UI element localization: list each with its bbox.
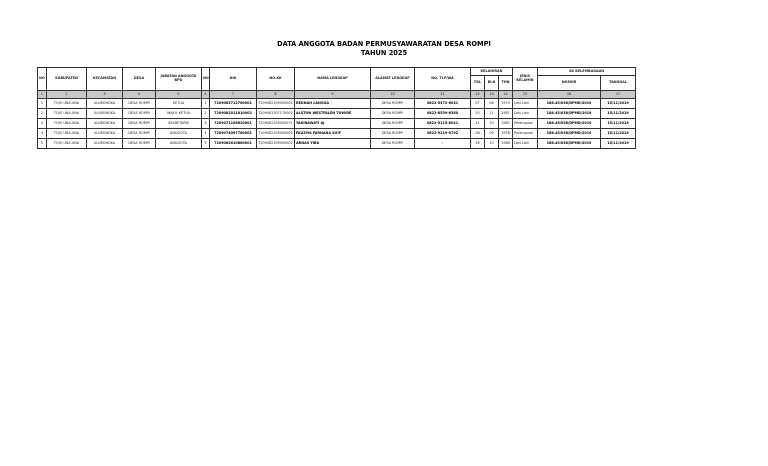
cell-thn: 1988 xyxy=(499,139,513,149)
column-index-cell: 9 xyxy=(295,91,371,99)
cell-no: 2 xyxy=(38,109,47,119)
column-index-cell: 7 xyxy=(210,91,257,99)
document-subtitle: TAHUN 2025 xyxy=(360,49,408,57)
cell-nik: 7209082610880001 xyxy=(210,139,257,149)
cell-nama-lengkap: YASINAWATI AJ xyxy=(295,119,371,129)
column-index-cell: 4 xyxy=(123,91,156,99)
header-bln: BLN xyxy=(485,76,499,91)
column-index-cell: 15 xyxy=(513,91,538,99)
cell-bln: 10 xyxy=(485,139,499,149)
cell-nik: 7209071108820001 xyxy=(210,119,257,129)
cell-desa: DESA ROMPI xyxy=(123,99,156,109)
cell-tgl: 20 xyxy=(471,109,485,119)
column-index-cell: 3 xyxy=(87,91,123,99)
header-tanggal: TANGGAL xyxy=(601,76,636,91)
cell-desa: DESA ROMPI xyxy=(123,119,156,129)
cell-desa: DESA ROMPI xyxy=(123,109,156,119)
cell-jabatan: ANGGOTA xyxy=(156,139,202,149)
cell-jabatan: ANGGOTA xyxy=(156,129,202,139)
header-sk-kelembagaan: SK KELEMBAGAAN xyxy=(538,68,636,76)
cell-kabupaten: TOJO UNA-UNA xyxy=(47,139,87,149)
cell-tgl: 11 xyxy=(471,119,485,129)
header-desa: DESA xyxy=(123,68,156,91)
header-nama-lengkap: NAMA LENGKAP xyxy=(295,68,371,91)
cell-no-telp: 0822-8539-6380 xyxy=(415,109,471,119)
cell-no-2: 1 xyxy=(202,99,210,109)
cell-no-kk: 7209082309090001 xyxy=(257,99,295,109)
cell-thn: 1981 xyxy=(499,109,513,119)
cell-jenis-kelamin: Laki-Laki xyxy=(513,109,538,119)
column-index-cell: 11 xyxy=(415,91,471,99)
header-nik: NIK xyxy=(210,68,257,91)
cell-tgl: 08 xyxy=(471,129,485,139)
cell-no: 4 xyxy=(38,129,47,139)
cell-no-telp: - xyxy=(415,139,471,149)
header-alamat-lengkap: ALAMAT LENGKAP xyxy=(371,68,415,91)
cell-sk-nomor: 188.45/038/DPMD/2019 xyxy=(538,119,601,129)
cell-nik: 7209082011810002 xyxy=(210,109,257,119)
column-index-row xyxy=(38,91,636,99)
cell-sk-tanggal: 15/11/2019 xyxy=(601,109,636,119)
header-nomor: NOMOR xyxy=(538,76,601,91)
cell-nama-lengkap: ALSTON WESTFALEN TUWIRE xyxy=(295,109,371,119)
cell-jenis-kelamin: Perempuan xyxy=(513,119,538,129)
table-row xyxy=(38,129,636,139)
column-index-cell: 14 xyxy=(499,91,513,99)
header-tgl: TGL xyxy=(471,76,485,91)
cell-sk-nomor: 188.45/038/DPMD/2019 xyxy=(538,129,601,139)
cell-sk-tanggal: 15/11/2019 xyxy=(601,129,636,139)
cell-no: 5 xyxy=(38,139,47,149)
cell-alamat-lengkap: DESA ROMPI xyxy=(371,109,415,119)
cell-sk-nomor: 188.45/038/DPMD/2019 xyxy=(538,99,601,109)
column-index-cell: 13 xyxy=(485,91,499,99)
column-index-cell: 12 xyxy=(471,91,485,99)
cell-alamat-lengkap: DESA ROMPI xyxy=(371,119,415,129)
header-no-telp: NO. TLP/WA xyxy=(415,68,471,91)
cell-no-2: 5 xyxy=(202,139,210,149)
cell-no-2: 4 xyxy=(202,129,210,139)
column-index-cell: 5 xyxy=(156,91,202,99)
document-title: DATA ANGGOTA BADAN PERMUSYAWARATAN DESA ROMPI xyxy=(277,40,491,48)
cell-kecamatan: ULUBONGKA xyxy=(87,99,123,109)
cell-alamat-lengkap: DESA ROMPI xyxy=(371,99,415,109)
cell-no-2: 3 xyxy=(202,119,210,129)
header-jenis-kelamin: JENIS KELAMIN xyxy=(513,68,538,91)
cell-jenis-kelamin: Laki-Laki xyxy=(513,99,538,109)
cell-jenis-kelamin: Perempuan xyxy=(513,129,538,139)
cell-no-2: 2 xyxy=(202,109,210,119)
cell-jabatan: WAKIL KETUA xyxy=(156,109,202,119)
column-index-cell: 16 xyxy=(538,91,601,99)
cell-no-kk: 7209081307170002 xyxy=(257,109,295,119)
cell-no: 3 xyxy=(38,119,47,129)
header-kecamatan: KECAMATAN xyxy=(87,68,123,91)
header-no-kk: NO.KK xyxy=(257,68,295,91)
cell-thn: 1982 xyxy=(499,119,513,129)
cell-kabupaten: TOJO UNA-UNA xyxy=(47,99,87,109)
table-row xyxy=(38,139,636,149)
cell-no-telp: 0822-5115-8041 xyxy=(415,119,471,129)
bpd-members-table xyxy=(37,67,636,149)
cell-desa: DESA ROMPI xyxy=(123,139,156,149)
cell-thn: 1978 xyxy=(499,129,513,139)
header-row-top xyxy=(38,68,636,76)
column-index-cell: 1 xyxy=(38,91,47,99)
cell-sk-nomor: 188.45/038/DPMD/2019 xyxy=(538,139,601,149)
cell-kecamatan: ULUBONGKA xyxy=(87,119,123,129)
cell-thn: 1970 xyxy=(499,99,513,109)
column-index-cell: 10 xyxy=(371,91,415,99)
cell-alamat-lengkap: DESA ROMPI xyxy=(371,129,415,139)
column-index-cell: 8 xyxy=(257,91,295,99)
cell-no-telp: 0822-9219-0792 xyxy=(415,129,471,139)
table-row xyxy=(38,119,636,129)
column-index-cell: 2 xyxy=(47,91,87,99)
cell-desa: DESA ROMPI xyxy=(123,129,156,139)
cell-sk-nomor: 188.45/038/DPMD/2019 xyxy=(538,109,601,119)
header-thn: THN xyxy=(499,76,513,91)
cell-jenis-kelamin: Laki-Laki xyxy=(513,139,538,149)
cell-sk-tanggal: 15/11/2019 xyxy=(601,139,636,149)
cell-jabatan: KETUA xyxy=(156,99,202,109)
cell-no-kk: 7209082309090071 xyxy=(257,119,295,129)
cell-bln: 10 xyxy=(485,119,499,129)
header-kabupaten: KABUPATEN xyxy=(47,68,87,91)
cell-kecamatan: ULUBONGKA xyxy=(87,129,123,139)
header-no-2: NO xyxy=(202,68,210,91)
cell-no-kk: 7209082309090002 xyxy=(257,139,295,149)
cell-kecamatan: ULUBONGKA xyxy=(87,139,123,149)
cell-kabupaten: TOJO UNA-UNA xyxy=(47,129,87,139)
column-index-cell: 6 xyxy=(202,91,210,99)
header-no: NO xyxy=(38,68,47,91)
cell-nama-lengkap: FAUZIYA FARHANA SUIF xyxy=(295,129,371,139)
cell-nama-lengkap: REDNAH LANGGA xyxy=(295,99,371,109)
cell-nik: 7209074097780001 xyxy=(210,129,257,139)
column-index-cell: 17 xyxy=(601,91,636,99)
cell-kabupaten: TOJO UNA-UNA xyxy=(47,119,87,129)
cell-tgl: 26 xyxy=(471,139,485,149)
table-row xyxy=(38,109,636,119)
cell-no: 1 xyxy=(38,99,47,109)
cell-bln: 09 xyxy=(485,129,499,139)
cell-kabupaten: TOJO UNA-UNA xyxy=(47,109,87,119)
table-row xyxy=(38,99,636,109)
header-kelahiran: KELAHIRAN xyxy=(471,68,513,76)
cell-bln: 08 xyxy=(485,99,499,109)
cell-tgl: 07 xyxy=(471,99,485,109)
cell-nama-lengkap: ARNAS YIBU xyxy=(295,139,371,149)
cell-no-kk: 7209082309090002 xyxy=(257,129,295,139)
cell-sk-tanggal: 15/11/2019 xyxy=(601,99,636,109)
cell-nik: 7209083712760001 xyxy=(210,99,257,109)
cell-alamat-lengkap: DESA ROMPI xyxy=(371,139,415,149)
cell-bln: 11 xyxy=(485,109,499,119)
cell-no-telp: 0822-5372-6031 xyxy=(415,99,471,109)
header-jabatan: JABATAN ANGGOTA BPD xyxy=(156,68,202,91)
cell-kecamatan: ULUBONGKA xyxy=(87,109,123,119)
cell-sk-tanggal: 15/11/2019 xyxy=(601,119,636,129)
cell-jabatan: SEKRETARIS xyxy=(156,119,202,129)
